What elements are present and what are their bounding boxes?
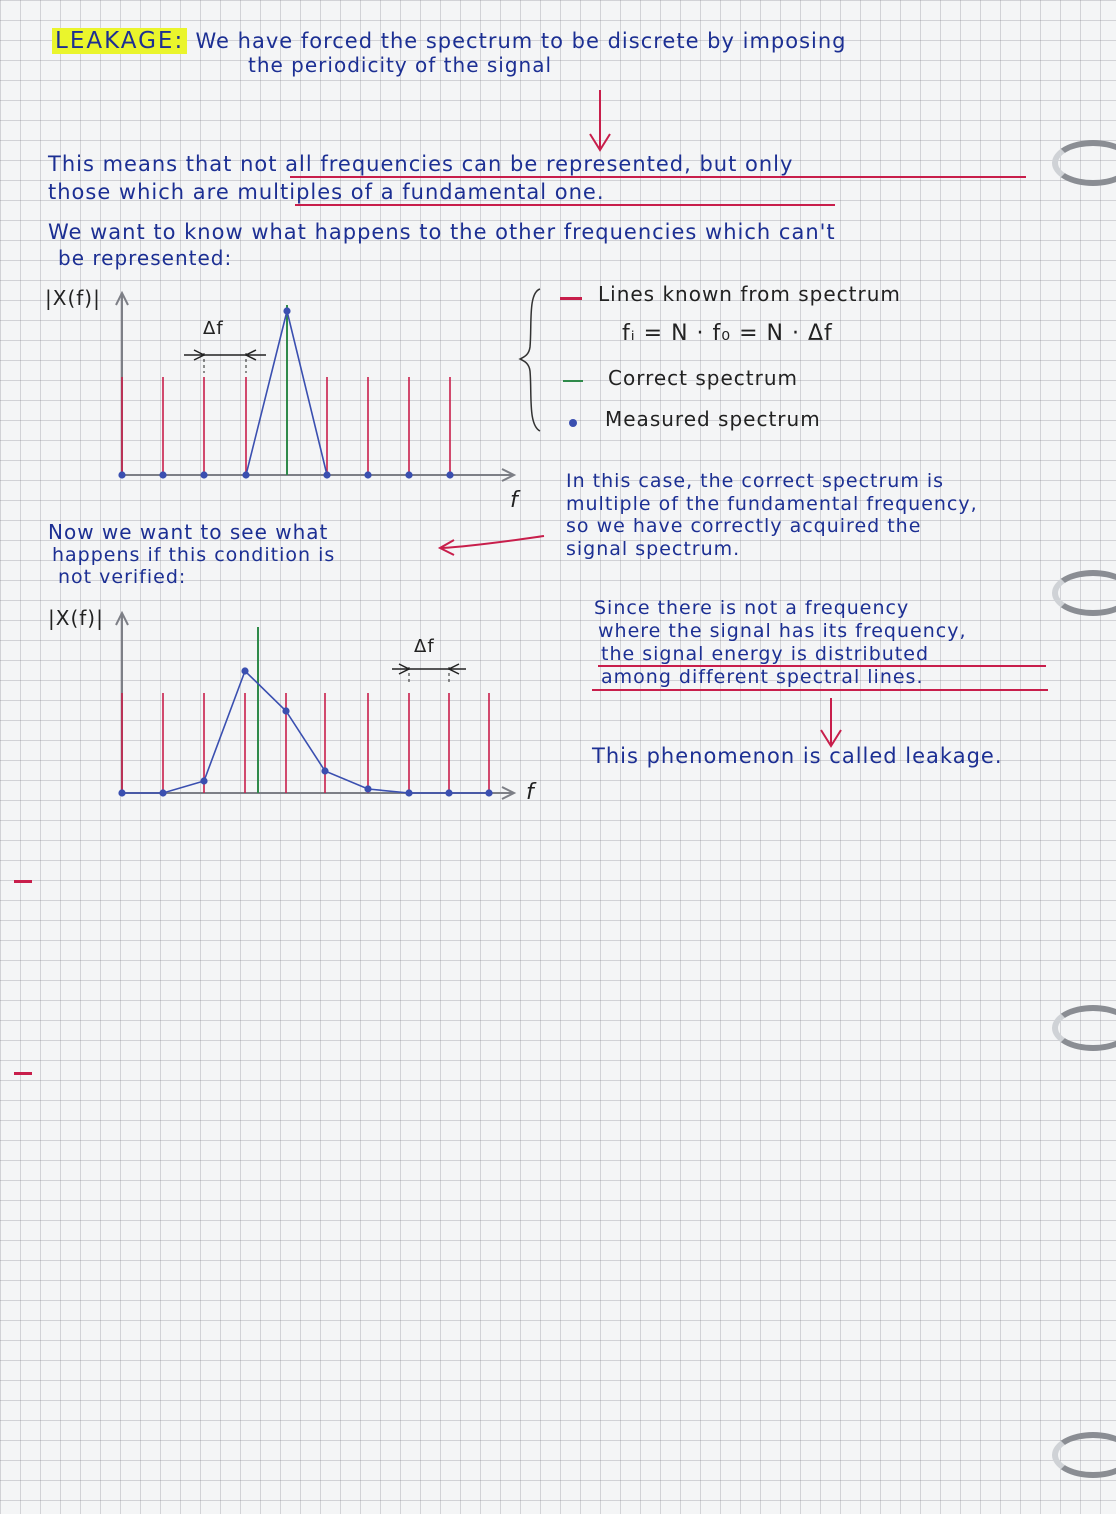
transition-line-1: Now we want to see what <box>48 520 329 544</box>
measured-point <box>283 307 290 314</box>
intro-line-3: We want to know what happens to the other frequencies which can't <box>48 220 836 244</box>
underline <box>295 204 835 206</box>
down-arrow-icon <box>585 88 615 154</box>
left-arrow-icon <box>436 530 548 560</box>
figure2-xlabel: f <box>526 780 535 805</box>
measured-point <box>200 777 207 784</box>
legend-formula: fᵢ = N · f₀ = N · Δf <box>622 321 833 346</box>
legend-dot-label: Measured spectrum <box>605 407 821 431</box>
transition-line-3: not verified: <box>58 566 187 588</box>
explanation2-line-2: where the signal has its frequency, <box>598 620 967 642</box>
measured-point <box>200 471 207 478</box>
binder-ring <box>1052 140 1116 186</box>
intro-line-4: be represented: <box>58 246 233 270</box>
explanation1-line-3: so we have correctly acquired the <box>566 515 922 537</box>
explanation2-line-4: among different spectral lines. <box>601 666 924 688</box>
explanation1-line-2: multiple of the fundamental frequency, <box>566 493 978 515</box>
binder-ring <box>1052 570 1116 616</box>
legend-dot-swatch <box>569 419 577 427</box>
measured-point <box>118 471 125 478</box>
measured-point <box>485 789 492 796</box>
measured-point <box>159 789 166 796</box>
measured-point <box>364 471 371 478</box>
binder-ring <box>1052 1005 1116 1051</box>
conclusion-text: This phenomenon is called leakage. <box>592 744 1003 768</box>
measured-point <box>241 667 248 674</box>
underline <box>592 689 1048 691</box>
legend-green-swatch <box>563 380 583 382</box>
page-heading <box>52 28 847 54</box>
explanation2-line-3: the signal energy is distributed <box>601 643 930 665</box>
explanation2-line-1: Since there is not a frequency <box>594 597 910 619</box>
measured-point <box>446 471 453 478</box>
measured-point <box>405 789 412 796</box>
transition-line-2: happens if this condition is <box>52 544 336 566</box>
intro-line-2: those which are multiples of a fundamental one. <box>48 180 605 204</box>
legend-brace <box>518 285 548 435</box>
legend-green-label: Correct spectrum <box>608 366 798 390</box>
underline <box>290 176 1026 178</box>
figure1-delta-label: Δf <box>203 318 224 339</box>
figure1-ylabel: |X(f)| <box>45 286 101 310</box>
binder-ring <box>1052 1432 1116 1478</box>
measured-point <box>242 471 249 478</box>
figure1-spectrum-plot <box>100 285 530 500</box>
measured-point <box>364 785 371 792</box>
legend-red-swatch <box>560 297 582 300</box>
measured-point <box>323 471 330 478</box>
figure1-xlabel: f <box>510 488 519 513</box>
leakage-keyword: LEAKAGE: <box>52 28 187 54</box>
measured-point <box>282 707 289 714</box>
explanation1-line-1: In this case, the correct spectrum is <box>566 470 945 492</box>
measured-point <box>118 789 125 796</box>
measured-point <box>159 471 166 478</box>
heading-line-2: the periodicity of the signal <box>248 53 553 77</box>
legend-red-label: Lines known from spectrum <box>598 282 901 306</box>
intro-line-1: This means that not all frequencies can be represented, but only <box>48 152 794 176</box>
explanation1-line-4: signal spectrum. <box>566 538 741 560</box>
measured-point <box>445 789 452 796</box>
margin-mark <box>14 880 32 883</box>
margin-mark <box>14 1072 32 1075</box>
heading-line-1: We have forced the spectrum to be discrete by imposing <box>195 29 847 53</box>
figure2-spectrum-plot <box>100 605 525 810</box>
measured-point <box>405 471 412 478</box>
figure2-ylabel: |X(f)| <box>48 606 104 630</box>
measured-spectrum-curve <box>122 671 489 793</box>
figure2-delta-label: Δf <box>414 636 435 657</box>
measured-point <box>321 767 328 774</box>
down-arrow-icon <box>816 696 846 750</box>
